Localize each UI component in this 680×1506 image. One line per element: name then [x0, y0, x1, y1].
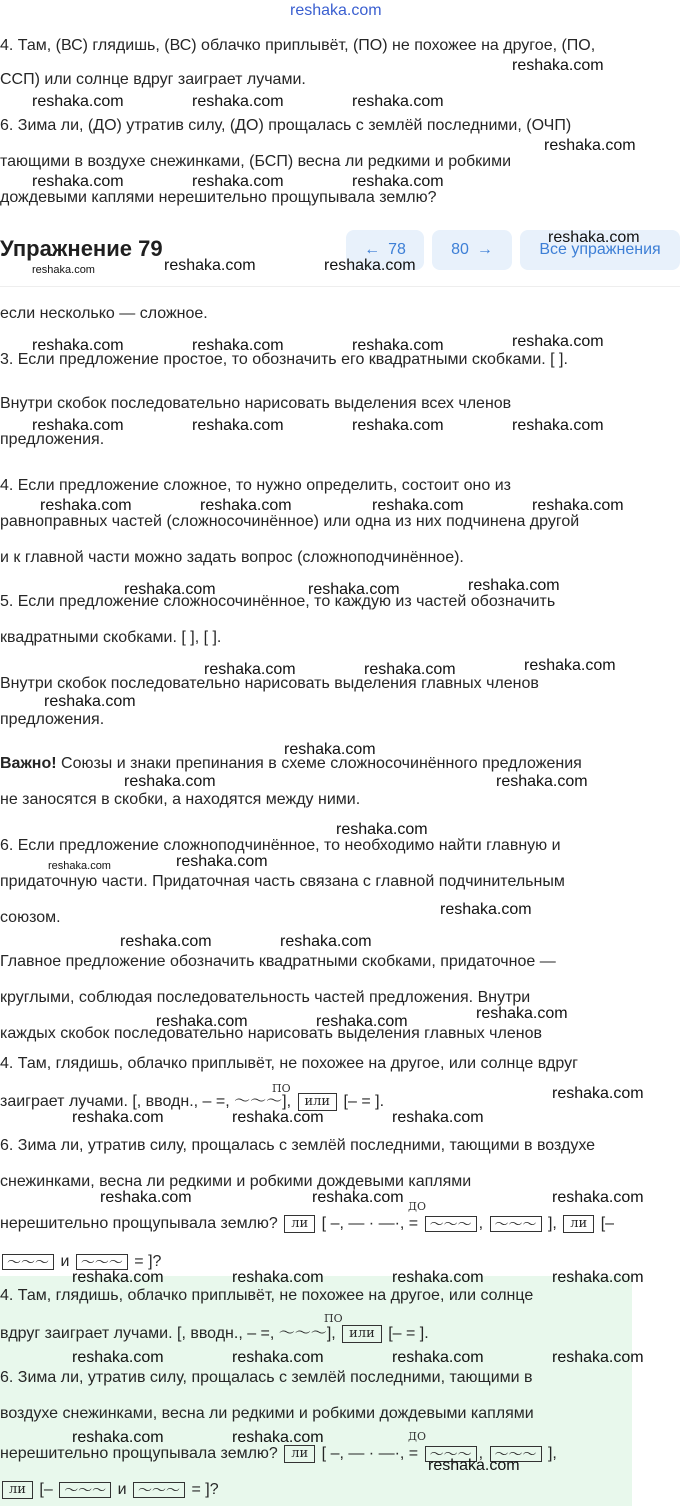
- wave-box: 〜〜〜: [425, 1216, 477, 1232]
- instr-p5a: 5. Если предложение сложносочинённое, то каждую из частей обозначить: [0, 593, 556, 610]
- arrow-right-icon: →: [476, 241, 493, 258]
- watermark[interactable]: reshaka.com: [524, 657, 616, 674]
- answer-s4b: [0, 1092, 384, 1112]
- next-exercise-button[interactable]: [432, 230, 512, 270]
- ili-box: или: [342, 1325, 382, 1343]
- wave-box: 〜〜〜: [425, 1446, 477, 1462]
- watermark[interactable]: reshaka.com: [124, 773, 216, 790]
- watermark[interactable]: reshaka.com: [124, 581, 216, 598]
- watermark[interactable]: reshaka.com: [200, 497, 292, 514]
- wave-box: 〜〜〜: [133, 1482, 185, 1498]
- instr-p8b: придаточную части. Придаточная часть связана с главной подчинительным: [0, 873, 565, 890]
- prev-exercise-label: 78: [388, 241, 406, 258]
- all-exercises-label: Все упражнения: [539, 241, 661, 258]
- top-line-1: 4. Там, (ВС) глядишь, (ВС) облачко приплывёт, (ПО) не похожее на другое, (ПО,: [0, 37, 596, 54]
- watermark[interactable]: reshaka.com: [372, 497, 464, 514]
- watermark[interactable]: reshaka.com: [392, 1269, 484, 1286]
- watermark[interactable]: reshaka.com: [40, 497, 132, 514]
- li-box: ли: [2, 1481, 33, 1499]
- top-line-3: 6. Зима ли, (ДО) утратив силу, (ДО) прощалась с землёй последними, (ОЧП): [0, 117, 572, 134]
- watermark[interactable]: reshaka.com: [232, 1269, 324, 1286]
- watermark[interactable]: reshaka.com: [72, 1269, 164, 1286]
- watermark[interactable]: reshaka.com: [204, 661, 296, 678]
- watermark[interactable]: reshaka.com: [352, 93, 444, 110]
- watermark[interactable]: reshaka.com: [336, 821, 428, 838]
- watermark[interactable]: reshaka.com: [192, 337, 284, 354]
- watermark[interactable]: reshaka.com: [324, 257, 416, 274]
- watermark[interactable]: reshaka.com: [476, 1005, 568, 1022]
- watermark[interactable]: reshaka.com: [392, 1349, 484, 1366]
- instr-p7a-text: Союзы и знаки препинания в схеме сложносочинённого предложения: [56, 755, 582, 772]
- wave-box: 〜〜〜: [59, 1482, 111, 1498]
- watermark[interactable]: reshaka.com: [120, 933, 212, 950]
- bracket-open: [–: [600, 1215, 615, 1232]
- wave-box: 〜〜〜: [490, 1216, 542, 1232]
- and-word: и: [117, 1481, 127, 1498]
- li-box: ли: [284, 1215, 315, 1233]
- watermark[interactable]: reshaka.com: [72, 1349, 164, 1366]
- instr-p4b: равноправных частей (сложносочинённое) или одна из них подчинена другой: [0, 513, 580, 530]
- watermark[interactable]: reshaka.com: [352, 417, 444, 434]
- watermark[interactable]: reshaka.com: [544, 137, 636, 154]
- green-s4b-prefix: вдруг заиграет лучами. [, вводн., – =,: [0, 1325, 275, 1342]
- bracket-close: ],: [547, 1215, 557, 1232]
- answer-highlight-block: [0, 1276, 632, 1506]
- watermark[interactable]: reshaka.com: [100, 1189, 192, 1206]
- po-label: ПО: [272, 1082, 291, 1095]
- po-label: ПО: [324, 1312, 343, 1325]
- instr-p2: 3. Если предложение простое, то обозначить его квадратными скобками. [ ].: [0, 351, 568, 368]
- watermark[interactable]: reshaka.com: [32, 173, 124, 190]
- watermark[interactable]: reshaka.com: [312, 1189, 404, 1206]
- watermark[interactable]: reshaka.com: [72, 1429, 164, 1446]
- instr-p6a: Внутри скобок последовательно нарисовать выделения главных членов: [0, 675, 539, 692]
- watermark[interactable]: reshaka.com: [232, 1109, 324, 1126]
- answer-s4b-tail: [– = ].: [343, 1093, 385, 1110]
- watermark[interactable]: reshaka.com: [440, 901, 532, 918]
- watermark[interactable]: reshaka.com: [496, 773, 588, 790]
- watermark[interactable]: reshaka.com: [44, 693, 136, 710]
- top-line-4: тающими в воздухе снежинками, (БСП) весна ли редкими и робкими: [0, 153, 512, 170]
- answer-s6c: [0, 1214, 614, 1234]
- comma-sep: ,: [478, 1215, 484, 1232]
- end-mark: = ]?: [191, 1481, 219, 1498]
- green-s6d: [0, 1480, 219, 1500]
- instr-p8a: 6. Если предложение сложноподчинённое, то необходимо найти главную и: [0, 837, 561, 854]
- answer-s6c-prefix: нерешительно прощупывала землю?: [0, 1215, 278, 1232]
- instr-p4a: 4. Если предложение сложное, то нужно определить, состоит оно из: [0, 477, 511, 494]
- wave-mark: 〜〜〜: [278, 1325, 327, 1342]
- instr-p9c: каждых скобок последовательно нарисовать выделения главных членов: [0, 1025, 542, 1042]
- watermark[interactable]: reshaka.com: [164, 257, 256, 274]
- answer-s4b-close: ],: [282, 1093, 292, 1110]
- watermark[interactable]: reshaka.com: [364, 661, 456, 678]
- watermark[interactable]: reshaka.com: [72, 1109, 164, 1126]
- watermark[interactable]: reshaka.com: [428, 1457, 520, 1474]
- wave-box: 〜〜〜: [76, 1254, 128, 1270]
- dash-dot-scheme: [ –, — · —·, =: [321, 1215, 419, 1232]
- ili-box: или: [298, 1093, 338, 1111]
- watermark[interactable]: reshaka.com: [512, 333, 604, 350]
- green-s6b: воздухе снежинками, весна ли редкими и робкими дождевыми каплями: [0, 1405, 534, 1422]
- watermark[interactable]: reshaka.com: [156, 1013, 248, 1030]
- wave-box: 〜〜〜: [2, 1254, 54, 1270]
- instr-p3a: Внутри скобок последовательно нарисовать выделения всех членов: [0, 395, 512, 412]
- watermark[interactable]: reshaka.com: [352, 337, 444, 354]
- answer-s6b: снежинками, весна ли редкими и робкими дождевыми каплями: [0, 1173, 472, 1190]
- instr-p7b: не заносятся в скобки, а находятся между ними.: [0, 791, 361, 808]
- top-line-2: ССП) или солнце вдруг заиграет лучами.: [0, 71, 306, 88]
- watermark[interactable]: reshaka.com: [192, 93, 284, 110]
- bracket-open: [–: [39, 1481, 53, 1498]
- next-exercise-label: 80: [451, 241, 469, 258]
- header-divider: [0, 286, 680, 287]
- watermark[interactable]: reshaka.com: [512, 57, 604, 74]
- comma-sep: ,: [478, 1445, 484, 1462]
- watermark[interactable]: reshaka.com: [512, 417, 604, 434]
- answer-s4b-prefix: заиграет лучами. [, вводн., – =,: [0, 1093, 230, 1110]
- green-s4b: [0, 1324, 429, 1344]
- bracket-close: ],: [547, 1445, 557, 1462]
- watermark[interactable]: reshaka.com: [32, 337, 124, 354]
- instr-p9b: круглыми, соблюдая последовательность частей предложения. Внутри: [0, 989, 531, 1006]
- watermark[interactable]: reshaka.com: [552, 1085, 644, 1102]
- watermark[interactable]: reshaka.com: [280, 933, 372, 950]
- do-label: ДО: [408, 1430, 426, 1443]
- answer-s4a: 4. Там, глядишь, облачко приплывёт, не похожее на другое, или солнце вдруг: [0, 1055, 578, 1072]
- instr-p9a: Главное предложение обозначить квадратными скобками, придаточное —: [0, 953, 556, 970]
- site-watermark-top[interactable]: reshaka.com: [290, 2, 382, 19]
- watermark[interactable]: reshaka.com: [32, 264, 95, 276]
- green-s6c-prefix: нерешительно прощупывала землю?: [0, 1445, 278, 1462]
- watermark[interactable]: reshaka.com: [308, 581, 400, 598]
- instr-p1: если несколько — сложное.: [0, 305, 208, 322]
- instr-p3b: предложения.: [0, 431, 105, 448]
- green-s4b-tail: [– = ].: [388, 1325, 429, 1342]
- watermark[interactable]: reshaka.com: [552, 1189, 644, 1206]
- answer-s6a: 6. Зима ли, утратив силу, прощалась с землёй последними, тающими в воздухе: [0, 1137, 596, 1154]
- end-mark: = ]?: [134, 1253, 162, 1270]
- and-word: и: [60, 1253, 70, 1270]
- green-s4a: 4. Там, глядишь, облачко приплывёт, не похожее на другое, или солнце: [0, 1287, 534, 1304]
- dash-dot-scheme: [ –, — · —·, =: [321, 1445, 419, 1462]
- li-box: ли: [563, 1215, 594, 1233]
- watermark[interactable]: reshaka.com: [232, 1349, 324, 1366]
- wave-mark: 〜〜〜: [234, 1093, 283, 1110]
- watermark[interactable]: reshaka.com: [176, 853, 268, 870]
- instr-p8c: союзом.: [0, 909, 61, 926]
- instr-p5b: квадратными скобками. [ ], [ ].: [0, 629, 222, 646]
- watermark[interactable]: reshaka.com: [552, 1269, 644, 1286]
- important-label: Важно!: [0, 755, 57, 772]
- green-s4b-close: ],: [326, 1325, 336, 1342]
- instr-p4c: и к главной части можно задать вопрос (сложноподчинённое).: [0, 549, 464, 566]
- watermark[interactable]: reshaka.com: [32, 417, 124, 434]
- watermark[interactable]: reshaka.com: [48, 860, 111, 872]
- wave-box: 〜〜〜: [490, 1446, 542, 1462]
- watermark[interactable]: reshaka.com: [468, 577, 560, 594]
- watermark[interactable]: reshaka.com: [316, 1013, 408, 1030]
- watermark[interactable]: reshaka.com: [352, 173, 444, 190]
- watermark[interactable]: reshaka.com: [192, 417, 284, 434]
- watermark[interactable]: reshaka.com: [392, 1109, 484, 1126]
- instr-p6b: предложения.: [0, 711, 105, 728]
- arrow-left-icon: ←: [364, 241, 381, 258]
- li-box: ли: [284, 1445, 315, 1463]
- do-label: ДО: [408, 1200, 426, 1213]
- watermark[interactable]: reshaka.com: [192, 173, 284, 190]
- top-line-5: дождевыми каплями нерешительно прощупывала землю?: [0, 189, 437, 206]
- exercise-title: Упражнение 79: [0, 236, 163, 261]
- green-s6a: 6. Зима ли, утратив силу, прощалась с землёй последними, тающими в: [0, 1369, 533, 1386]
- watermark[interactable]: reshaka.com: [232, 1429, 324, 1446]
- watermark[interactable]: reshaka.com: [284, 741, 376, 758]
- watermark[interactable]: reshaka.com: [548, 229, 640, 246]
- watermark[interactable]: reshaka.com: [32, 93, 124, 110]
- watermark[interactable]: reshaka.com: [552, 1349, 644, 1366]
- watermark[interactable]: reshaka.com: [532, 497, 624, 514]
